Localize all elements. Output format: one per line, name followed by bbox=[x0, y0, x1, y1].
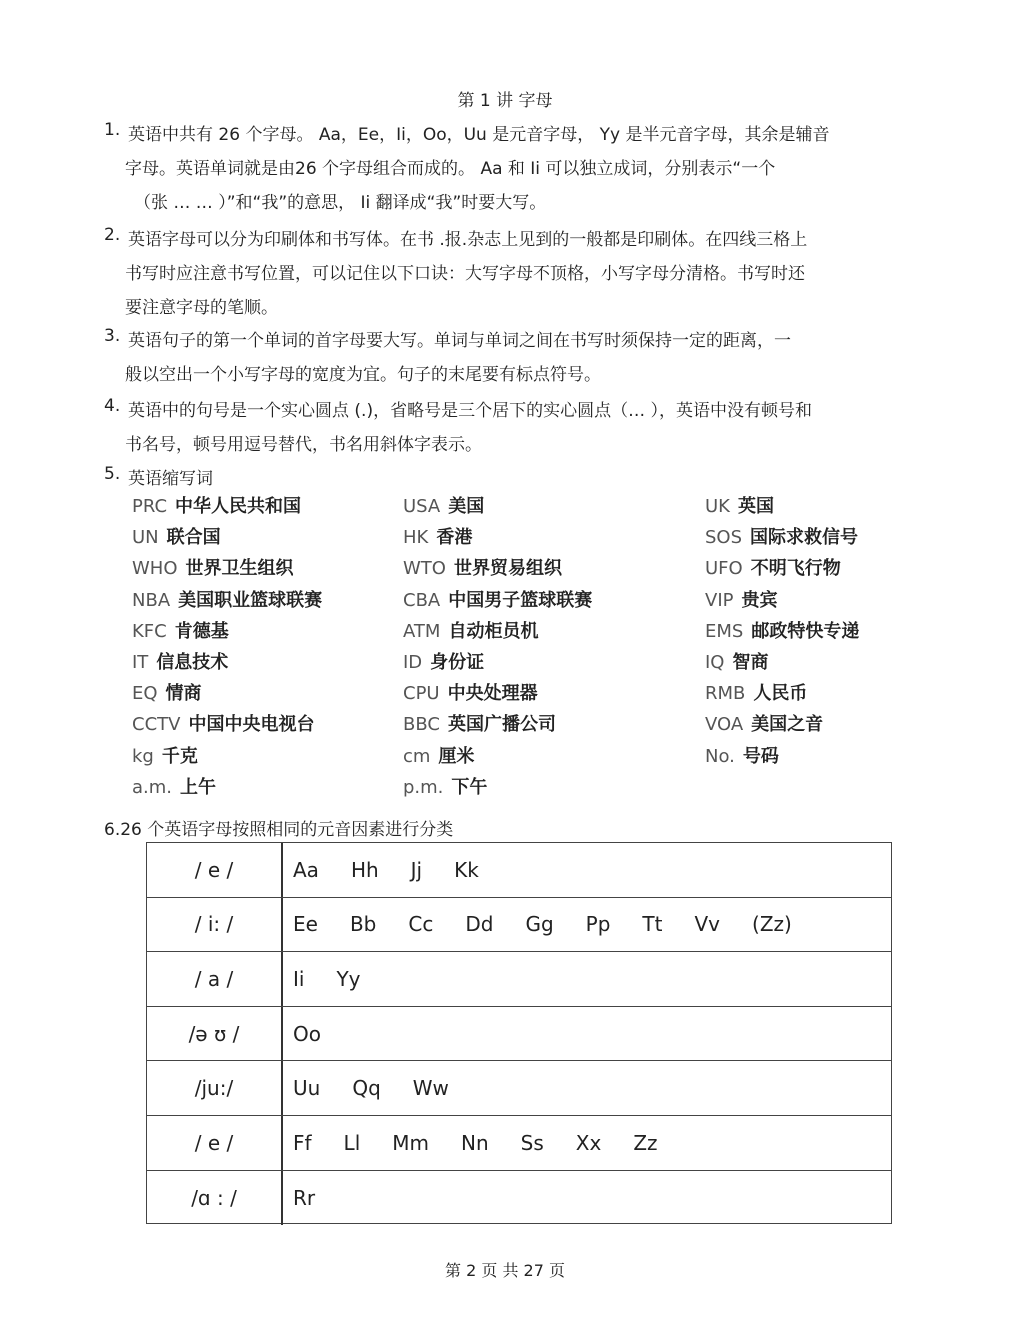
item-6-heading: 6.26 个英语字母按照相同的元音因素进行分类 bbox=[104, 820, 454, 840]
abbreviation-code: EQ bbox=[132, 683, 158, 705]
abbreviation-meaning: 不明飞行物 bbox=[750, 558, 841, 580]
vowel-sound-cell: / e / bbox=[147, 1116, 283, 1170]
abbreviation-entry bbox=[132, 617, 229, 643]
vowel-sound-cell: / a / bbox=[147, 952, 283, 1006]
abbreviation-meaning: 人民币 bbox=[753, 683, 808, 705]
abbreviation-code: HK bbox=[403, 527, 429, 549]
vowel-sound-cell: / e / bbox=[147, 843, 283, 897]
letter-pair: Cc bbox=[408, 912, 434, 937]
abbreviation-code: IQ bbox=[705, 651, 725, 673]
abbreviation-entry bbox=[403, 679, 538, 705]
letter-pair: Hh bbox=[350, 857, 379, 882]
letter-pair: Aa bbox=[293, 857, 319, 882]
vowel-classification-table bbox=[146, 842, 892, 1224]
letter-pair: Ll bbox=[343, 1130, 361, 1155]
page-footer: 第 2 页 共 27 页 bbox=[445, 1261, 565, 1280]
abbreviation-code: RMB bbox=[705, 683, 746, 705]
abbreviation-row bbox=[132, 492, 932, 523]
abbreviation-code: SOS bbox=[705, 527, 743, 549]
item-5 bbox=[104, 464, 924, 494]
letters-cell bbox=[293, 1171, 347, 1226]
vowel-table-row bbox=[147, 952, 891, 1007]
vowel-table-row bbox=[147, 1007, 891, 1062]
abbreviation-entry bbox=[403, 554, 562, 580]
abbreviation-code: USA bbox=[403, 496, 441, 517]
abbreviation-entry bbox=[403, 742, 474, 768]
abbreviation-meaning: 下午 bbox=[451, 776, 488, 798]
letter-pair: Qq bbox=[352, 1076, 381, 1101]
abbreviation-row bbox=[132, 710, 932, 741]
abbreviation-meaning: 中华人民共和国 bbox=[175, 496, 302, 517]
abbreviation-meaning: 世界卫生组织 bbox=[185, 558, 294, 580]
abbreviation-code: ID bbox=[403, 651, 423, 673]
abbreviation-entry bbox=[403, 492, 484, 518]
abbreviation-row bbox=[132, 586, 932, 617]
abbreviation-entry bbox=[705, 492, 774, 518]
item-3-line-2: 般以空出一个小写字母的宽度为宜。句子的末尾要有标点符号。 bbox=[125, 365, 601, 385]
abbreviation-meaning: 号码 bbox=[742, 745, 779, 767]
item-4-line-2: 书名号，顿号用逗号替代，书名用斜体字表示。 bbox=[125, 435, 482, 455]
abbreviation-code: IT bbox=[132, 651, 149, 673]
abbreviation-entry bbox=[403, 586, 592, 612]
abbreviation-row bbox=[132, 523, 932, 554]
letter-pair: Ii bbox=[293, 966, 305, 991]
abbreviation-meaning: 美国 bbox=[448, 496, 485, 517]
abbreviation-meaning: 千克 bbox=[161, 745, 198, 767]
abbreviation-entry bbox=[132, 648, 228, 674]
item-1-number: 1. bbox=[104, 120, 121, 140]
abbreviation-entry bbox=[705, 554, 841, 580]
abbreviation-meaning: 英国 bbox=[737, 496, 774, 517]
abbreviation-entry bbox=[705, 586, 777, 612]
letter-pair: Pp bbox=[585, 912, 611, 937]
letter-pair: Xx bbox=[575, 1130, 602, 1155]
abbreviation-meaning: 联合国 bbox=[166, 527, 221, 549]
letter-pair: Ww bbox=[412, 1076, 449, 1101]
abbreviation-meaning: 中国中央电视台 bbox=[188, 714, 315, 736]
abbreviation-meaning: 贵宾 bbox=[741, 589, 778, 611]
abbreviation-code: CCTV bbox=[132, 714, 181, 736]
letters-cell bbox=[293, 1061, 481, 1115]
item-2-line-1: 英语字母可以分为印刷体和书写体。在书 .报.杂志上见到的一般都是印刷体。在四线三格上 bbox=[128, 230, 808, 250]
abbreviation-meaning: 美国职业篮球联赛 bbox=[178, 589, 323, 611]
vowel-table-row bbox=[147, 1061, 891, 1116]
item-1-line-3: （张 … … ）”和“我”的意思， Ii 翻译成“我”时要大写。 bbox=[134, 193, 547, 213]
letters-cell bbox=[293, 1116, 690, 1170]
letter-pair: Ss bbox=[520, 1130, 544, 1155]
item-1-line-2: 字母。英语单词就是由26 个字母组合而成的。 Aa 和 Ii 可以独立成词，分别表示“一个 bbox=[125, 159, 776, 179]
letters-cell bbox=[293, 843, 511, 897]
abbreviation-entry bbox=[403, 773, 487, 799]
letter-pair: Gg bbox=[525, 912, 554, 937]
item-3-line-1: 英语句子的第一个单词的首字母要大写。单词与单词之间在书写时须保持一定的距离，一 bbox=[128, 331, 791, 351]
abbreviation-meaning: 身份证 bbox=[430, 651, 485, 673]
abbreviation-code: a.m. bbox=[132, 776, 173, 798]
letter-pair: Rr bbox=[293, 1185, 316, 1210]
abbreviation-meaning: 香港 bbox=[436, 527, 473, 549]
letter-pair: Jj bbox=[410, 857, 423, 882]
abbreviation-code: CBA bbox=[403, 589, 441, 611]
letter-pair: Bb bbox=[349, 912, 377, 937]
abbreviation-entry bbox=[132, 492, 301, 518]
abbreviation-entry bbox=[403, 710, 556, 736]
abbreviation-meaning: 情商 bbox=[165, 683, 202, 705]
abbreviation-meaning: 智商 bbox=[732, 651, 769, 673]
abbreviation-code: BBC bbox=[403, 714, 440, 736]
vowel-sound-cell: /ju:/ bbox=[147, 1061, 283, 1115]
item-2-line-3: 要注意字母的笔顺。 bbox=[125, 298, 278, 318]
abbreviation-meaning: 英国广播公司 bbox=[447, 714, 556, 736]
item-2-number: 2. bbox=[104, 225, 121, 245]
letter-pair: Kk bbox=[454, 857, 479, 882]
abbreviation-entry bbox=[705, 742, 779, 768]
abbreviation-meaning: 厘米 bbox=[438, 745, 475, 767]
abbreviation-code: cm bbox=[403, 745, 431, 767]
abbreviation-entry bbox=[132, 710, 314, 736]
letter-pair: Nn bbox=[461, 1130, 489, 1155]
abbreviation-entry bbox=[403, 523, 472, 549]
abbreviation-meaning: 中央处理器 bbox=[447, 683, 538, 705]
abbreviation-code: EMS bbox=[705, 620, 744, 642]
abbreviation-entry bbox=[705, 648, 768, 674]
abbreviation-entry bbox=[403, 648, 484, 674]
letter-pair: Tt bbox=[642, 912, 663, 937]
abbreviation-entry bbox=[132, 773, 216, 799]
abbreviation-code: WHO bbox=[132, 558, 178, 580]
abbreviation-row bbox=[132, 773, 932, 804]
letter-pair: Yy bbox=[336, 966, 361, 991]
item-2 bbox=[104, 225, 924, 325]
vowel-table-row bbox=[147, 1116, 891, 1171]
abbreviation-code: p.m. bbox=[403, 776, 444, 798]
abbreviation-entry bbox=[705, 679, 807, 705]
letter-pair: (Zz) bbox=[752, 912, 792, 937]
vowel-table-row bbox=[147, 1171, 891, 1226]
abbreviation-code: CPU bbox=[403, 683, 440, 705]
abbreviation-meaning: 世界贸易组织 bbox=[453, 558, 562, 580]
abbreviation-meaning: 国际求救信号 bbox=[750, 527, 859, 549]
abbreviation-code: UK bbox=[705, 496, 730, 517]
abbreviation-entry bbox=[132, 523, 221, 549]
abbreviation-entry bbox=[132, 554, 294, 580]
letter-pair: Uu bbox=[293, 1076, 321, 1101]
abbreviation-code: VIP bbox=[705, 589, 734, 611]
item-4 bbox=[104, 396, 924, 466]
abbreviation-code: NBA bbox=[132, 589, 171, 611]
item-4-line-1: 英语中的句号是一个实心圆点 (.)，省略号是三个居下的实心圆点（… ），英语中没有顿号和 bbox=[128, 401, 812, 421]
page-title: 第 1 讲 字母 bbox=[457, 91, 553, 111]
abbreviation-code: WTO bbox=[403, 558, 446, 580]
abbreviation-entry bbox=[403, 617, 538, 643]
letters-cell bbox=[293, 952, 393, 1006]
letter-pair: Vv bbox=[694, 912, 721, 937]
abbreviation-row bbox=[132, 648, 932, 679]
letter-pair: Oo bbox=[293, 1021, 321, 1046]
abbreviation-row bbox=[132, 617, 932, 648]
abbreviation-row bbox=[132, 679, 932, 710]
letter-pair: Ee bbox=[293, 912, 318, 937]
letter-pair: Mm bbox=[392, 1130, 429, 1155]
item-5-heading: 英语缩写词 bbox=[128, 469, 213, 489]
abbreviation-meaning: 美国之音 bbox=[751, 714, 824, 736]
abbreviation-code: VOA bbox=[705, 714, 744, 736]
vowel-table-row bbox=[147, 898, 891, 953]
item-3 bbox=[104, 326, 924, 396]
abbreviation-code: UFO bbox=[705, 558, 743, 580]
item-4-number: 4. bbox=[104, 396, 121, 416]
abbreviation-list bbox=[132, 492, 932, 804]
vowel-table-row bbox=[147, 843, 891, 898]
abbreviation-entry bbox=[132, 586, 322, 612]
vowel-sound-cell: /ɑ : / bbox=[147, 1171, 283, 1226]
abbreviation-row bbox=[132, 554, 932, 585]
vowel-sound-cell: /ə ʊ / bbox=[147, 1007, 283, 1061]
abbreviation-entry bbox=[132, 679, 202, 705]
abbreviation-code: kg bbox=[132, 745, 154, 767]
abbreviation-code: KFC bbox=[132, 620, 167, 642]
abbreviation-meaning: 上午 bbox=[180, 776, 217, 798]
abbreviation-row bbox=[132, 742, 932, 773]
abbreviation-entry bbox=[705, 710, 823, 736]
item-1 bbox=[104, 120, 924, 220]
abbreviation-meaning: 信息技术 bbox=[156, 651, 229, 673]
abbreviation-code: UN bbox=[132, 527, 159, 549]
item-5-number: 5. bbox=[104, 464, 121, 484]
abbreviation-meaning: 邮政特快专递 bbox=[751, 620, 860, 642]
abbreviation-meaning: 自动柜员机 bbox=[448, 620, 539, 642]
abbreviation-meaning: 肯德基 bbox=[174, 620, 229, 642]
item-3-number: 3. bbox=[104, 326, 121, 346]
abbreviation-entry bbox=[132, 742, 198, 768]
letter-pair: Zz bbox=[633, 1130, 658, 1155]
abbreviation-entry bbox=[705, 523, 858, 549]
abbreviation-meaning: 中国男子篮球联赛 bbox=[448, 589, 593, 611]
abbreviation-entry bbox=[705, 617, 859, 643]
vowel-sound-cell: / i: / bbox=[147, 898, 283, 952]
letter-pair: Ff bbox=[293, 1130, 312, 1155]
abbreviation-code: ATM bbox=[403, 620, 441, 642]
item-2-line-2: 书写时应注意书写位置，可以记住以下口诀：大写字母不顶格，小写字母分清格。书写时还 bbox=[125, 264, 805, 284]
letters-cell bbox=[293, 1007, 353, 1061]
letters-cell bbox=[293, 898, 824, 952]
abbreviation-code: No. bbox=[705, 745, 735, 767]
abbreviation-code: PRC bbox=[132, 496, 168, 517]
item-1-line-1: 英语中共有 26 个字母。 Aa，Ee，Ii，Oo，Uu 是元音字母， Yy 是半元音字母，其余是辅音 bbox=[128, 125, 830, 145]
letter-pair: Dd bbox=[465, 912, 494, 937]
